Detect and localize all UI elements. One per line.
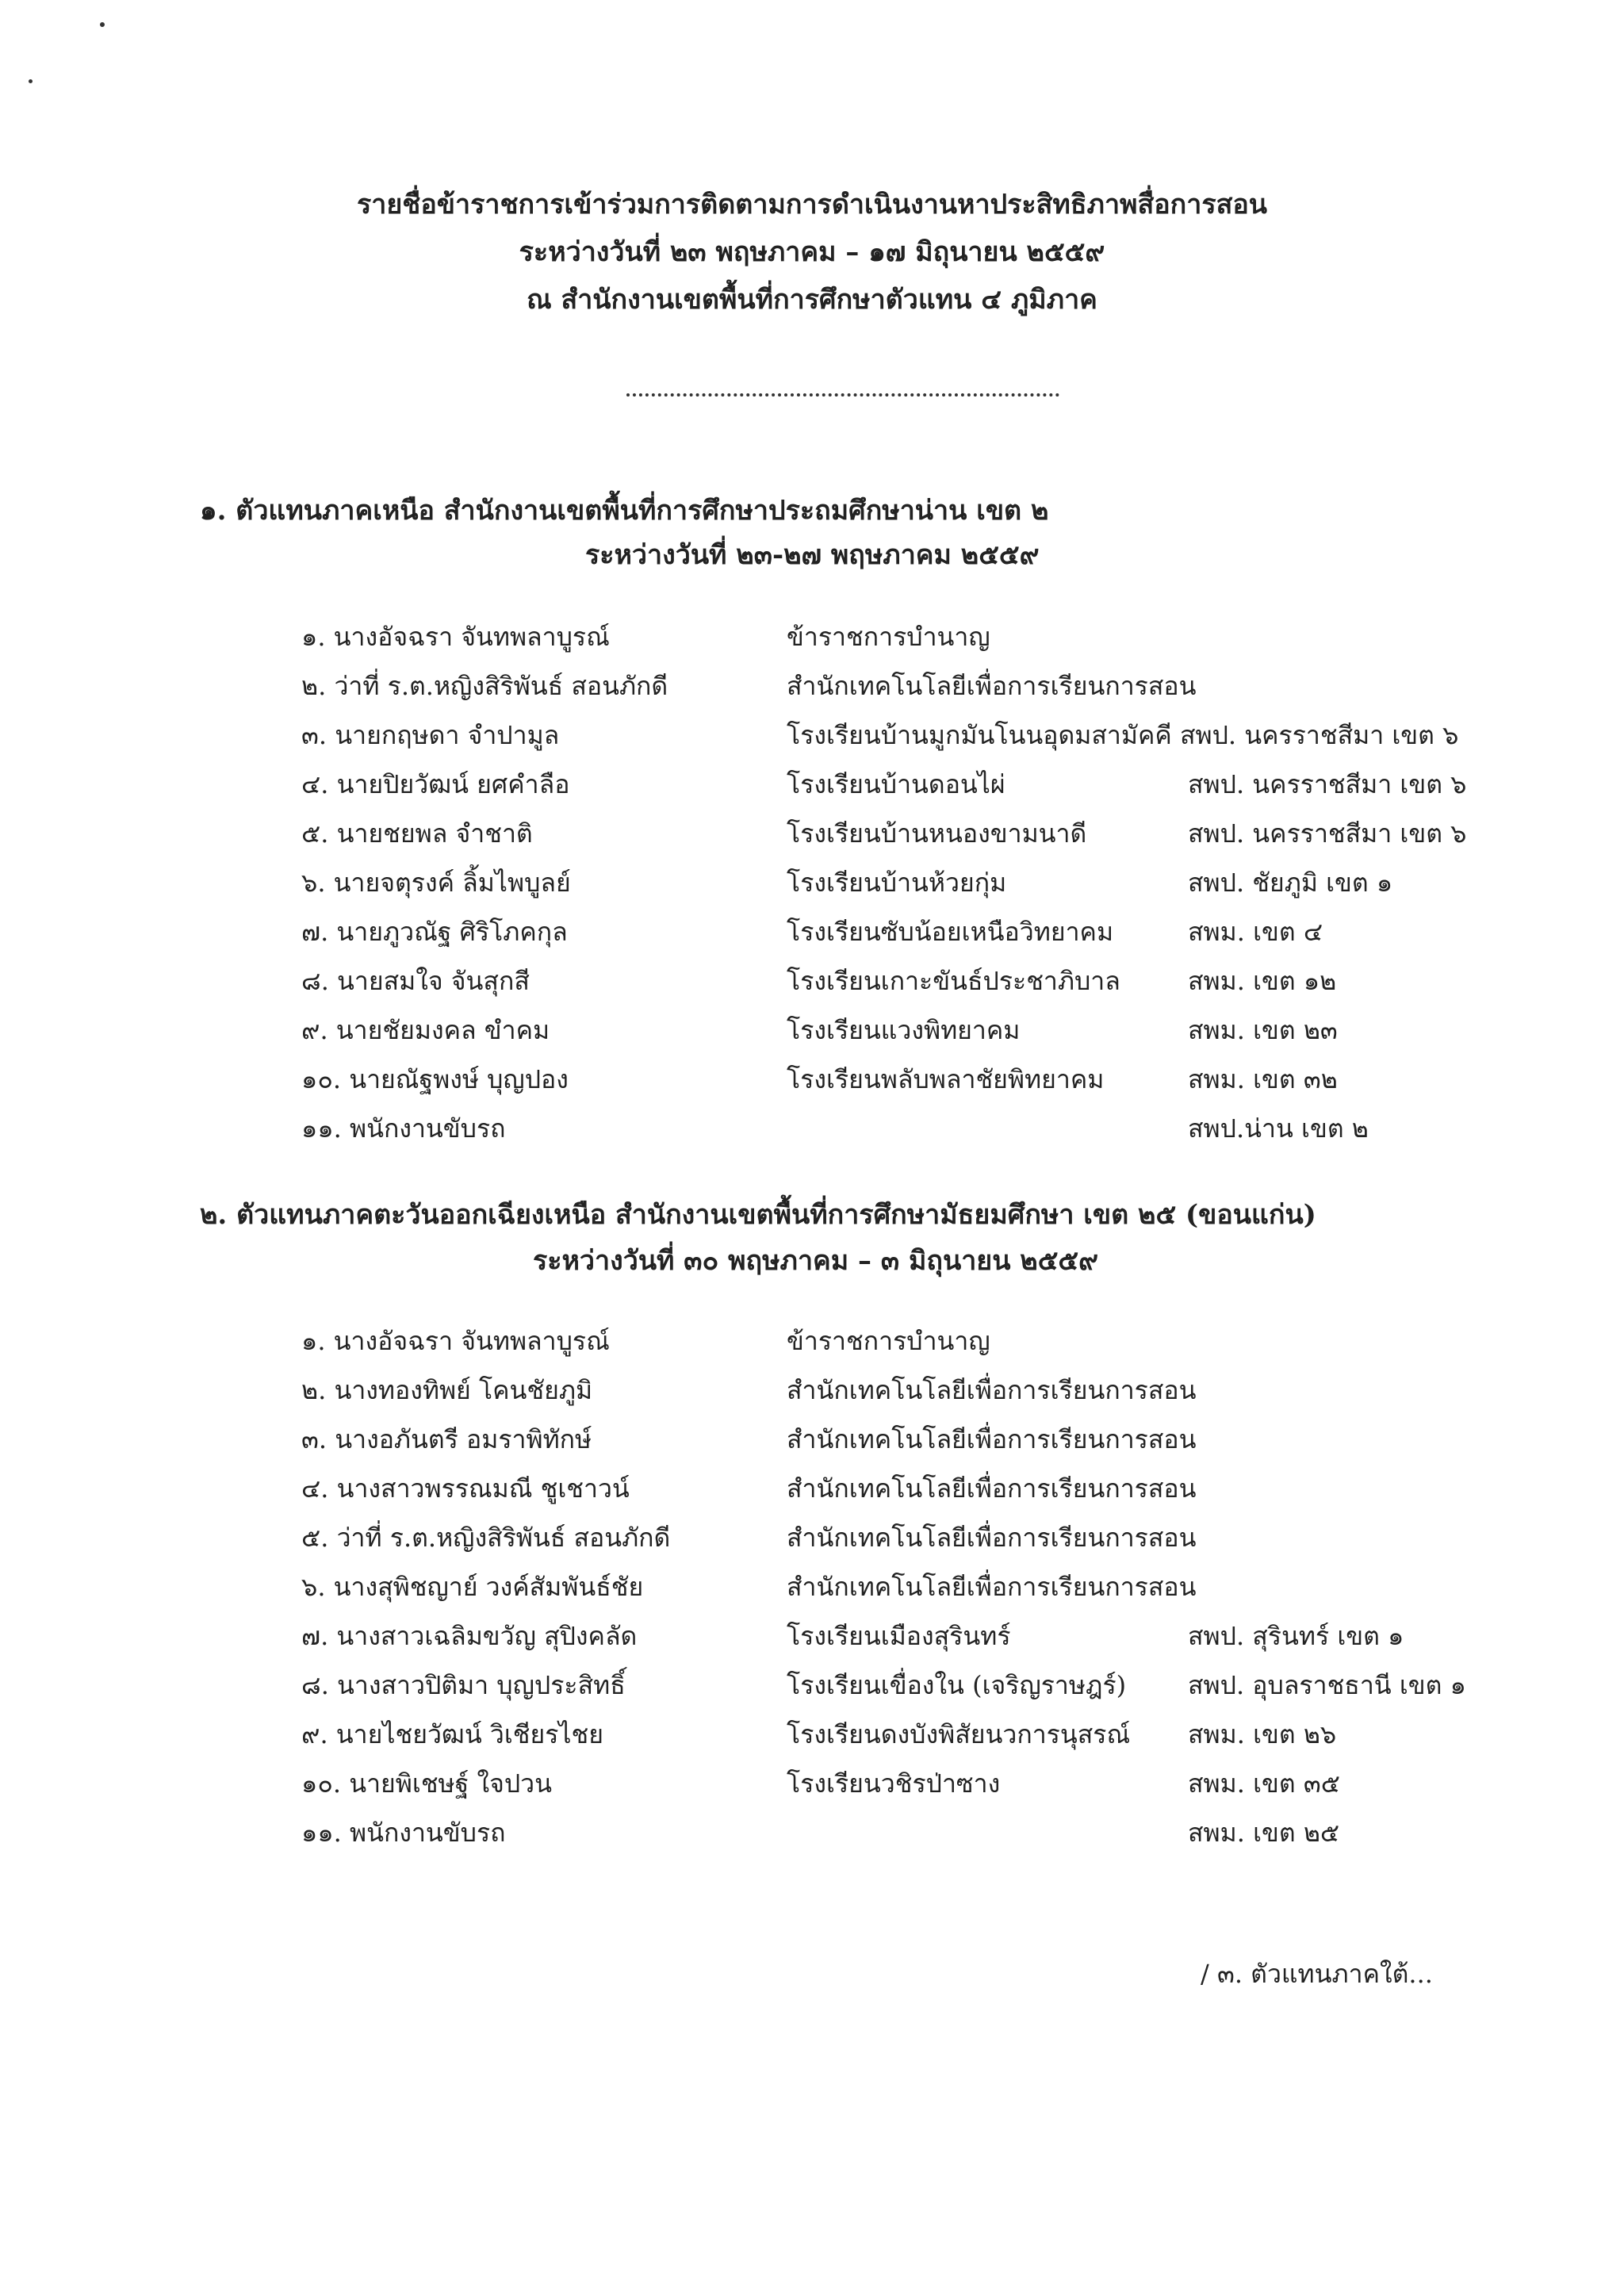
person-affiliation: โรงเรียนบ้านหนองขามนาดี bbox=[787, 818, 1087, 849]
document-title: รายชื่อข้าราชการเข้าร่วมการติดตามการดำเนินงานหาประสิทธิภาพสื่อการสอน bbox=[357, 189, 1267, 220]
person-name: ๑. นางอัจฉรา จันทพลาบูรณ์ bbox=[301, 622, 610, 652]
table-row bbox=[0, 617, 1624, 657]
person-affiliation: โรงเรียนบ้านดอนไผ่ bbox=[787, 769, 1005, 799]
scan-speck bbox=[100, 22, 105, 27]
table-row bbox=[0, 1616, 1624, 1656]
person-affiliation: โรงเรียนวชิรป่าซาง bbox=[787, 1768, 1001, 1799]
table-row bbox=[0, 1010, 1624, 1050]
person-name: ๗. นางสาวเฉลิมขวัญ สุปิงคลัด bbox=[301, 1621, 638, 1651]
person-affiliation: โรงเรียนเมืองสุรินทร์ bbox=[787, 1621, 1011, 1651]
dotted-separator bbox=[626, 393, 1059, 397]
person-affiliation: โรงเรียนบ้านมูกมันโนนอุดมสามัคคี สพป. นครราชสีมา เขต ๖ bbox=[787, 720, 1459, 750]
table-row bbox=[0, 1321, 1624, 1361]
person-affiliation: สำนักเทคโนโลยีเพื่อการเรียนการสอน bbox=[787, 1473, 1197, 1504]
person-affiliation: สำนักเทคโนโลยีเพื่อการเรียนการสอน bbox=[787, 1572, 1197, 1602]
section-2-heading: ๒. ตัวแทนภาคตะวันออกเฉียงเหนือ สำนักงานเขตพื้นที่การศึกษามัธยมศึกษา เขต ๒๕ (ขอนแก่น) bbox=[200, 1199, 1316, 1231]
person-affiliation: สำนักเทคโนโลยีเพื่อการเรียนการสอน bbox=[787, 671, 1197, 701]
table-row bbox=[0, 715, 1624, 755]
person-name: ๑๑. พนักงานขับรถ bbox=[301, 1113, 506, 1144]
person-area-office: สพม. เขต ๑๒ bbox=[1188, 966, 1337, 996]
section-2-dates: ระหว่างวันที่ ๓๐ พฤษภาคม – ๓ มิถุนายน ๒๕๕๙ bbox=[533, 1245, 1099, 1277]
table-row bbox=[0, 1109, 1624, 1148]
person-area-office: สพป. นครราชสีมา เขต ๖ bbox=[1188, 769, 1467, 799]
table-row bbox=[0, 764, 1624, 804]
person-name: ๑๑. พนักงานขับรถ bbox=[301, 1818, 506, 1848]
person-name: ๑๐. นายณัฐพงษ์ บุญปอง bbox=[301, 1064, 569, 1094]
person-area-office: สพป. สุรินทร์ เขต ๑ bbox=[1188, 1621, 1404, 1651]
person-name: ๖. นางสุพิชญาย์ วงค์สัมพันธ์ชัย bbox=[301, 1572, 644, 1602]
person-name: ๓. นายกฤษดา จำปามูล bbox=[301, 720, 560, 750]
table-row bbox=[0, 1567, 1624, 1607]
person-area-office: สพม. เขต ๒๖ bbox=[1188, 1719, 1337, 1749]
continuation-note: / ๓. ตัวแทนภาคใต้... bbox=[1201, 1959, 1433, 1989]
person-affiliation: โรงเรียนดงบังพิสัยนวการนุสรณ์ bbox=[787, 1719, 1131, 1749]
person-name: ๗. นายภูวณัฐ ศิริโภคกุล bbox=[301, 917, 568, 947]
person-name: ๙. นายชัยมงคล ขำคม bbox=[301, 1015, 550, 1045]
document-date-range: ระหว่างวันที่ ๒๓ พฤษภาคม – ๑๗ มิถุนายน ๒๕๕๙ bbox=[519, 236, 1105, 268]
person-area-office: สพม. เขต ๒๕ bbox=[1188, 1818, 1340, 1848]
person-name: ๔. นางสาวพรรณมณี ชูเชาวน์ bbox=[301, 1473, 630, 1504]
person-name: ๑. นางอัจฉรา จันทพลาบูรณ์ bbox=[301, 1326, 610, 1356]
person-affiliation: ข้าราชการบำนาญ bbox=[787, 1326, 990, 1356]
person-area-office: สพม. เขต ๓๕ bbox=[1188, 1768, 1340, 1799]
person-area-office: สพป.น่าน เขต ๒ bbox=[1188, 1113, 1369, 1144]
person-area-office: สพม. เขต ๒๓ bbox=[1188, 1015, 1338, 1045]
person-name: ๑๐. นายพิเชษฐ์ ใจปวน bbox=[301, 1768, 552, 1799]
table-row bbox=[0, 1715, 1624, 1754]
table-row bbox=[0, 1764, 1624, 1803]
person-name: ๘. นายสมใจ จันสุกสี bbox=[301, 966, 530, 996]
table-row bbox=[0, 863, 1624, 902]
person-affiliation: โรงเรียนบ้านห้วยกุ่ม bbox=[787, 868, 1007, 898]
table-row bbox=[0, 1665, 1624, 1705]
person-affiliation: โรงเรียนเขื่องใน (เจริญราษฎร์) bbox=[787, 1670, 1127, 1700]
document-location: ณ สำนักงานเขตพื้นที่การศึกษาตัวแทน ๔ ภูมิภาค bbox=[527, 284, 1097, 316]
scan-speck bbox=[29, 79, 33, 83]
person-name: ๒. นางทองทิพย์ โคนชัยภูมิ bbox=[301, 1375, 593, 1405]
person-affiliation: โรงเรียนแวงพิทยาคม bbox=[787, 1015, 1021, 1045]
person-name: ๕. ว่าที่ ร.ต.หญิงสิริพันธ์ สอนภักดี bbox=[301, 1523, 671, 1553]
table-row bbox=[0, 1059, 1624, 1099]
person-affiliation: ข้าราชการบำนาญ bbox=[787, 622, 990, 652]
section-1-dates: ระหว่างวันที่ ๒๓-๒๗ พฤษภาคม ๒๕๕๙ bbox=[585, 539, 1040, 571]
table-row bbox=[0, 1420, 1624, 1459]
table-row bbox=[0, 1370, 1624, 1410]
table-row bbox=[0, 912, 1624, 952]
person-name: ๔. นายปิยวัฒน์ ยศคำลือ bbox=[301, 769, 570, 799]
person-affiliation: โรงเรียนเกาะขันธ์ประชาภิบาล bbox=[787, 966, 1120, 996]
person-affiliation: สำนักเทคโนโลยีเพื่อการเรียนการสอน bbox=[787, 1523, 1197, 1553]
person-affiliation: โรงเรียนซับน้อยเหนือวิทยาคม bbox=[787, 917, 1114, 947]
table-row bbox=[0, 1469, 1624, 1508]
person-name: ๒. ว่าที่ ร.ต.หญิงสิริพันธ์ สอนภักดี bbox=[301, 671, 668, 701]
person-area-office: สพป. นครราชสีมา เขต ๖ bbox=[1188, 818, 1467, 849]
person-affiliation: โรงเรียนพลับพลาชัยพิทยาคม bbox=[787, 1064, 1105, 1094]
table-row bbox=[0, 1813, 1624, 1852]
table-row bbox=[0, 961, 1624, 1001]
person-name: ๕. นายชยพล จำชาติ bbox=[301, 818, 533, 849]
person-name: ๓. นางอภันตรี อมราพิทักษ์ bbox=[301, 1424, 592, 1454]
person-area-office: สพม. เขต ๓๒ bbox=[1188, 1064, 1338, 1094]
table-row bbox=[0, 666, 1624, 706]
person-name: ๘. นางสาวปิติมา บุญประสิทธิ์ bbox=[301, 1670, 626, 1700]
person-area-office: สพป. อุบลราชธานี เขต ๑ bbox=[1188, 1670, 1466, 1700]
table-row bbox=[0, 814, 1624, 853]
person-name: ๙. นายไชยวัฒน์ วิเชียรไชย bbox=[301, 1719, 603, 1749]
table-row bbox=[0, 1518, 1624, 1557]
person-affiliation: สำนักเทคโนโลยีเพื่อการเรียนการสอน bbox=[787, 1375, 1197, 1405]
section-1-heading: ๑. ตัวแทนภาคเหนือ สำนักงานเขตพื้นที่การศึกษาประถมศึกษาน่าน เขต ๒ bbox=[200, 495, 1049, 527]
person-name: ๖. นายจตุรงค์ ลิ้มไพบูลย์ bbox=[301, 868, 571, 898]
person-affiliation: สำนักเทคโนโลยีเพื่อการเรียนการสอน bbox=[787, 1424, 1197, 1454]
person-area-office: สพป. ชัยภูมิ เขต ๑ bbox=[1188, 868, 1393, 898]
person-area-office: สพม. เขต ๔ bbox=[1188, 917, 1323, 947]
